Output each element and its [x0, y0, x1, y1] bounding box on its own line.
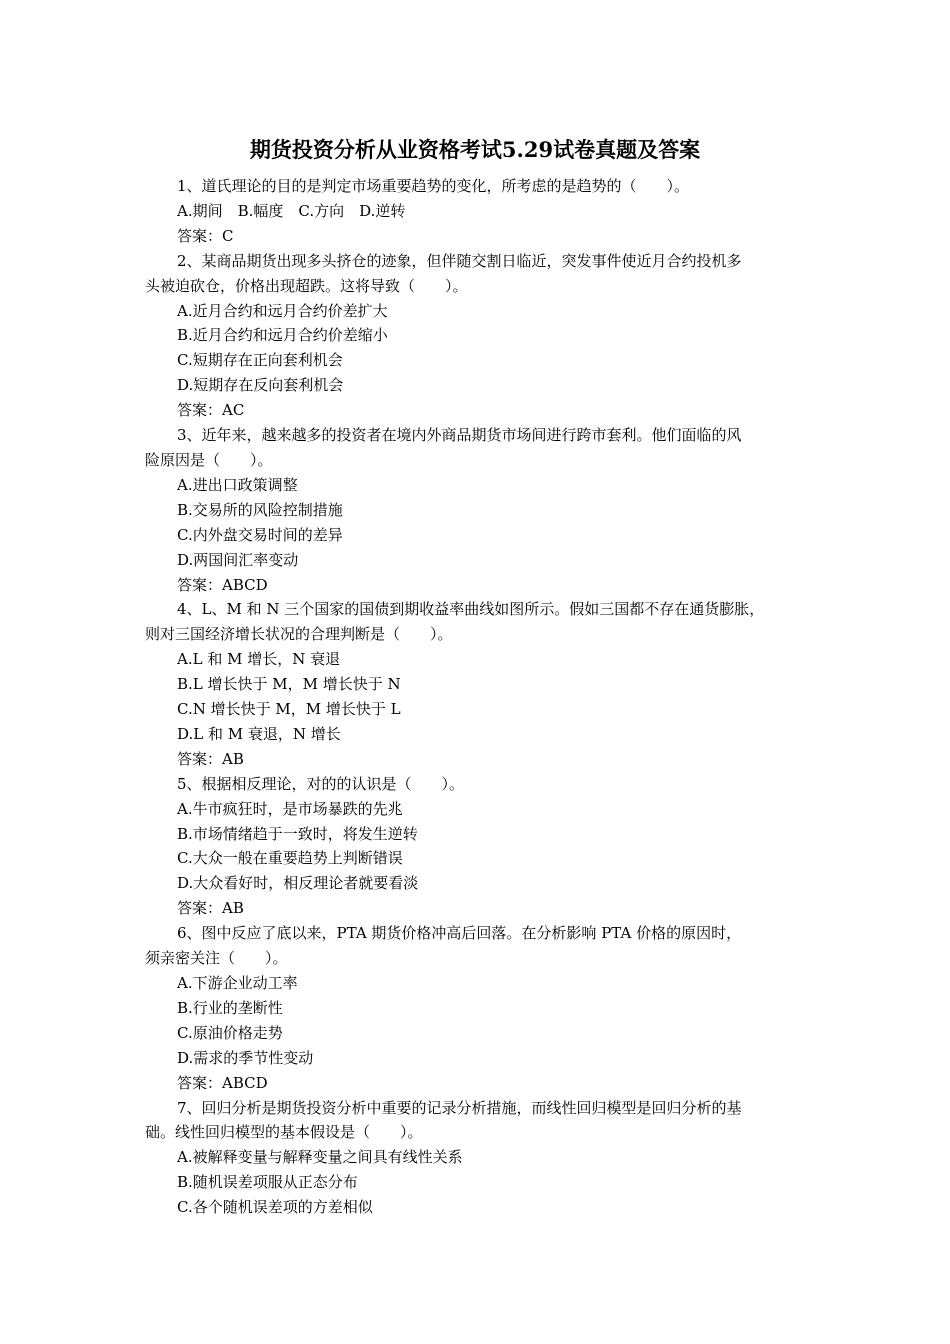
question-option: A.进出口政策调整 — [177, 475, 298, 494]
question-option: D.短期存在反向套利机会 — [177, 376, 344, 395]
question-option: D.L 和 M 衰退，N 增长 — [177, 724, 341, 743]
question-option: A.牛市疯狂时，是市场暴跌的先兆 — [177, 799, 403, 818]
question-stem: 6、图中反应了底以来，PTA 期货价格冲高后回落。在分析影响 PTA 价格的原因时， — [177, 924, 742, 943]
question-answer: 答案：C — [177, 226, 234, 245]
question-option: C.N 增长快于 M，M 增长快于 L — [177, 700, 401, 719]
question-option: A.近月合约和远月合约价差扩大 — [177, 301, 388, 320]
question-block — [145, 174, 817, 249]
question-option: C.原油价格走势 — [177, 1023, 283, 1042]
question-answer: 答案：ABCD — [177, 575, 268, 594]
question-stem: 2、某商品期货出现多头挤仓的迹象，但伴随交割日临近，突发事件使近月合约投机多 — [177, 251, 742, 270]
question-option: D.两国间汇率变动 — [177, 550, 299, 569]
question-stem: 5、根据相反理论，对的的认识是（ ）。 — [177, 774, 465, 793]
question-block — [145, 1096, 817, 1221]
question-option: B.近月合约和远月合约价差缩小 — [177, 326, 388, 345]
question-stem: 础。线性回归模型的基本假设是（ ）。 — [145, 1123, 423, 1142]
question-block — [145, 249, 817, 423]
question-block — [145, 423, 817, 597]
question-block — [145, 597, 817, 771]
question-option: D.需求的季节性变动 — [177, 1048, 314, 1067]
question-option: B.随机误差项服从正态分布 — [177, 1173, 358, 1192]
question-list — [145, 174, 817, 1220]
document-title: 期货投资分析从业资格考试5.29试卷真题及答案 — [249, 137, 701, 162]
question-stem: 1、道氏理论的目的是判定市场重要趋势的变化，所考虑的是趋势的（ ）。 — [177, 177, 690, 195]
question-option: D.大众看好时，相反理论者就要看淡 — [177, 874, 419, 893]
question-option: B.市场情绪趋于一致时，将发生逆转 — [177, 824, 418, 843]
question-answer: 答案：ABCD — [177, 1073, 268, 1092]
question-option: C.内外盘交易时间的差异 — [177, 525, 343, 544]
question-option: A.下游企业动工率 — [177, 974, 298, 992]
question-stem: 头被迫砍仓，价格出现超跌。这将导致（ ）。 — [145, 276, 468, 295]
question-option: A.被解释变量与解释变量之间具有线性关系 — [177, 1148, 463, 1167]
question-answer: 答案：AB — [177, 899, 244, 918]
question-block — [145, 921, 817, 1095]
question-option: A.L 和 M 增长，N 衰退 — [177, 650, 341, 669]
question-option: C.短期存在正向套利机会 — [177, 351, 343, 370]
question-option: A.期间 B.幅度 C.方向 D.逆转 — [177, 201, 406, 220]
question-option: B.行业的垄断性 — [177, 998, 283, 1017]
question-answer: 答案：AB — [177, 749, 244, 768]
question-stem: 险原因是（ ）。 — [145, 450, 273, 469]
question-stem: 3、近年来，越来越多的投资者在境内外商品期货市场间进行跨市套利。他们面临的风 — [177, 426, 742, 445]
question-option: B.L 增长快于 M，M 增长快于 N — [177, 675, 401, 694]
question-option: B.交易所的风险控制措施 — [177, 500, 343, 519]
question-stem: 须亲密关注（ ）。 — [145, 949, 288, 968]
question-stem: 则对三国经济增长状况的合理判断是（ ）。 — [145, 625, 453, 644]
question-block — [145, 772, 817, 921]
question-option: C.大众一般在重要趋势上判断错误 — [177, 849, 403, 868]
question-stem: 4、L、M 和 N 三个国家的国债到期收益率曲线如图所示。假如三国都不存在通货膨胀， — [177, 600, 765, 619]
question-option: C.各个随机误差项的方差相似 — [177, 1198, 373, 1217]
question-answer: 答案：AC — [177, 401, 245, 420]
question-stem: 7、回归分析是期货投资分析中重要的记录分析措施，而线性回归模型是回归分析的基 — [177, 1098, 742, 1117]
